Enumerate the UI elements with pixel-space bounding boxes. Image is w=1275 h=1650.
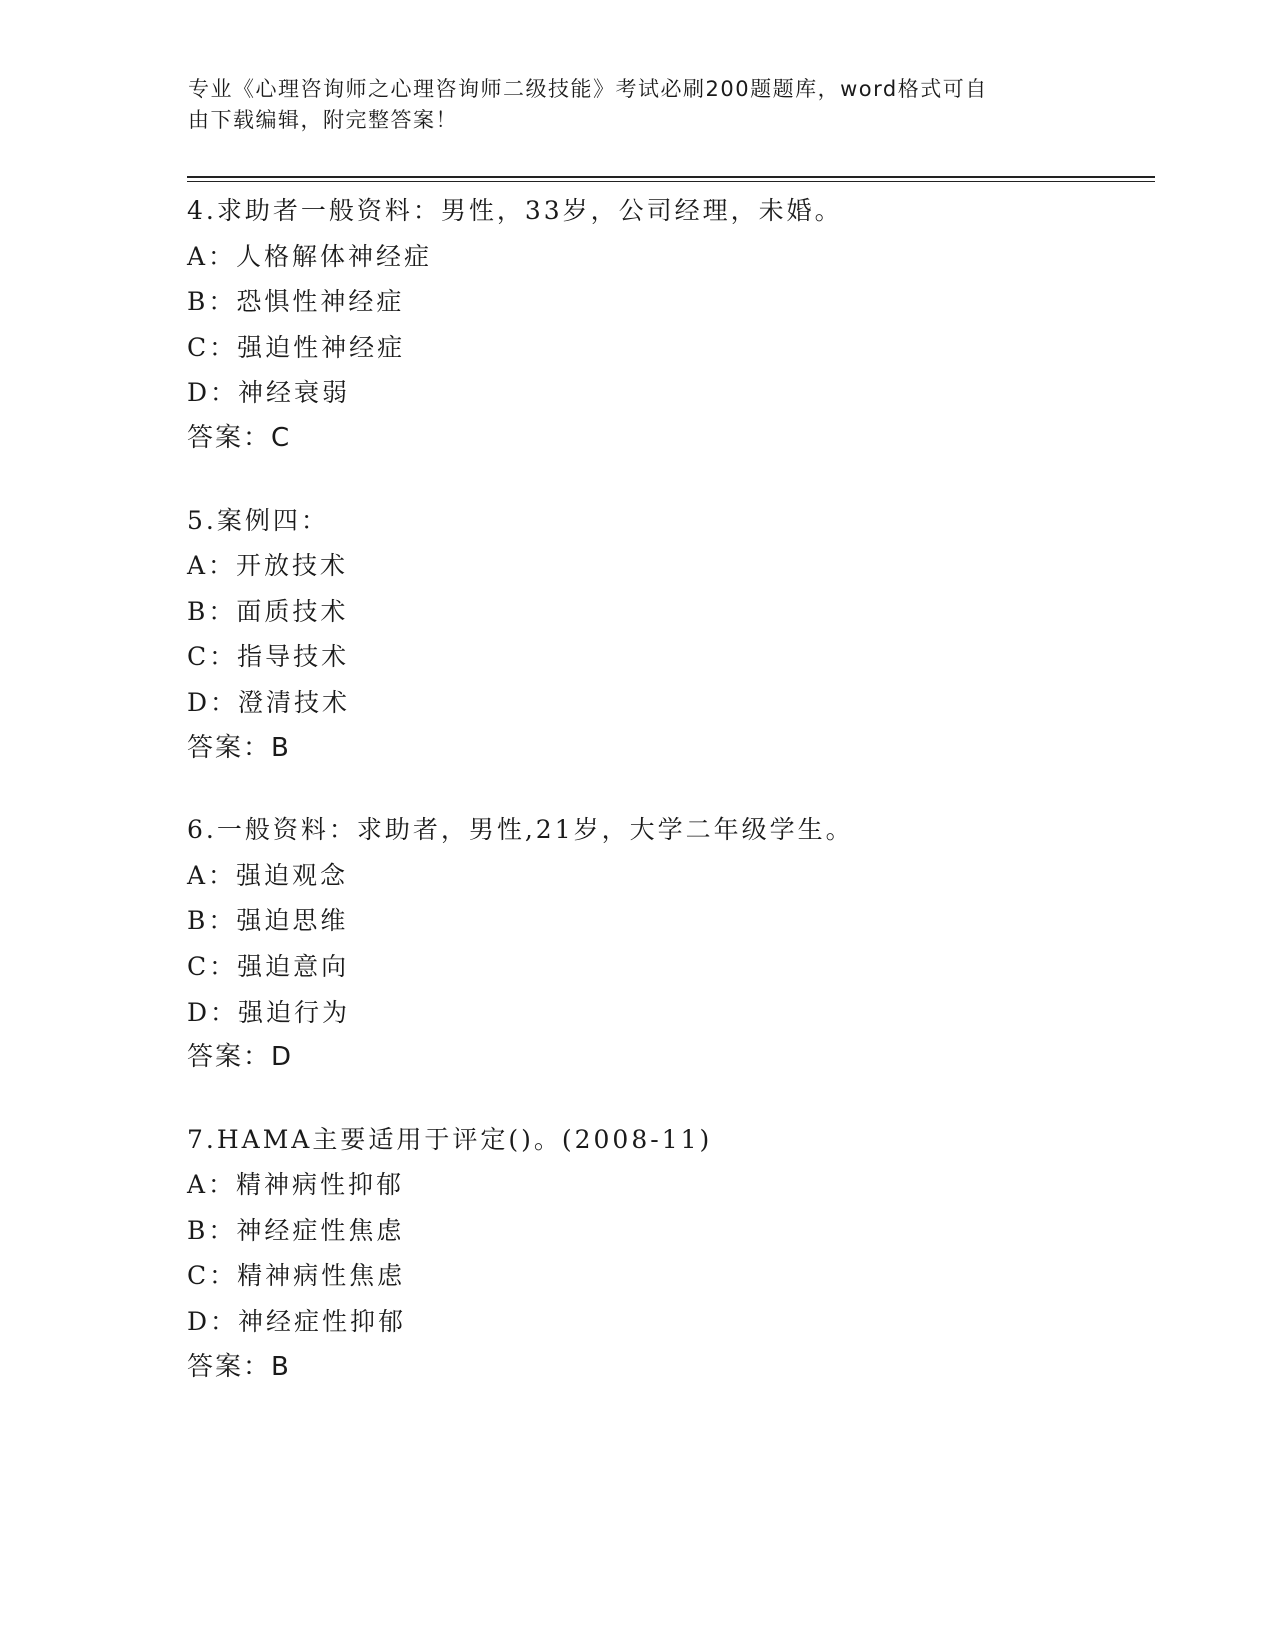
option-d: D：神经衰弱 [187,378,351,408]
question-stem: 4.求助者一般资料：男性，33岁，公司经理，未婚。 [187,196,843,225]
option-c: C：指导技术 [187,642,350,672]
header-line-2: 由下载编辑，附完整答案！ [188,108,458,132]
option-c: C：强迫意向 [187,951,350,981]
document-header [188,74,1068,136]
question-stem: 7.HAMA主要适用于评定()。(2008-11) [187,1124,713,1154]
option-b: B：面质技术 [187,596,349,626]
option-b: B：恐惧性神经症 [187,287,405,317]
question-5 [187,498,1147,772]
option-d: D：澄清技术 [187,687,351,717]
option-d: D：强迫行为 [187,997,351,1027]
question-7 [187,1117,1147,1391]
question-stem: 6.一般资料：求助者，男性,21岁，大学二年级学生。 [187,815,854,845]
option-c: C：强迫性神经症 [187,332,406,362]
header-divider-thick [187,176,1155,178]
option-b: B：神经症性焦虑 [187,1215,405,1245]
option-c: C：精神病性焦虑 [187,1261,406,1291]
question-4 [187,188,1147,462]
option-a: A：强迫观念 [187,860,349,890]
answer-label: 答案：C [187,422,292,453]
option-a: A：开放技术 [187,551,349,581]
header-line-1: 专业《心理咨询师之心理咨询师二级技能》考试必刷200题题库，word格式可自 [188,77,988,101]
option-a: A：人格解体神经症 [187,241,433,271]
answer-label: 答案：B [187,1351,291,1382]
answer-label: 答案：B [187,732,291,763]
option-b: B：强迫思维 [187,906,349,936]
question-6 [187,807,1147,1081]
answer-label: 答案：D [187,1042,294,1073]
option-a: A：精神病性抑郁 [187,1170,405,1200]
question-stem: 5.案例四： [187,505,329,535]
header-divider-thin [187,181,1155,182]
question-list [187,188,1147,1426]
option-d: D：神经症性抑郁 [187,1307,407,1337]
